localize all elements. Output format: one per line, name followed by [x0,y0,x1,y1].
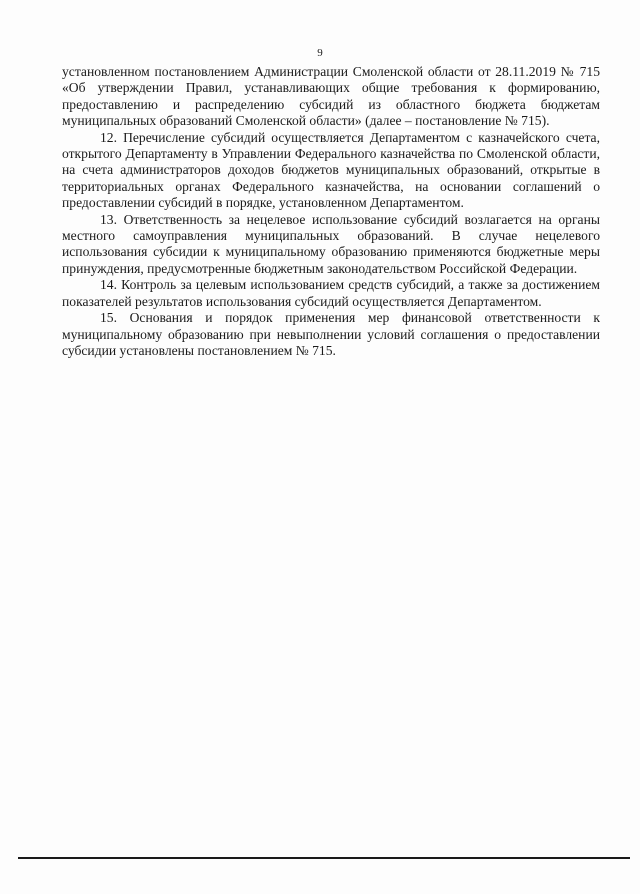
paragraph-continuation: установленном постановлением Администрации Смоленской области от 28.11.2019 № 715 «Об утверждении Правил, устанавливающих общие требования к формированию, предоставлению и распределению субсидий из областного бюджета бюджетам муниципальных образований Смоленской области» (далее – постановление № 715). [62,64,600,129]
page-bottom-rule [18,857,630,859]
paragraph-15: 15. Основания и порядок применения мер финансовой ответственности к муниципальному образованию при невыполнении условий соглашения о предоставлении субсидии установлены постановлением № 715. [62,310,600,358]
paragraph-13: 13. Ответственность за нецелевое использование субсидий возлагается на органы местного самоуправления муниципальных образований. В случае нецелевого использования субсидии к муниципальному образованию применяются бюджетные меры принуждения, предусмотренные бюджетным законодательством Российской Федерации. [62,211,600,276]
paragraph-12: 12. Перечисление субсидий осуществляется Департаментом с казначейского счета, открытого Департаменту в Управлении Федерального казначейства по Смоленской области, на счета администраторов доходов бюджетов муниципальных образований, открытые в территориальных органах Федерального казначейства, на основании соглашений о предоставлении субсидий в порядке, установленном Департаментом. [62,129,600,211]
page-number: 9 [317,47,323,59]
document-body [62,64,600,359]
paragraph-14: 14. Контроль за целевым использованием средств субсидий, а также за достижением показателей результатов использования субсидий осуществляется Департаментом. [62,277,600,309]
